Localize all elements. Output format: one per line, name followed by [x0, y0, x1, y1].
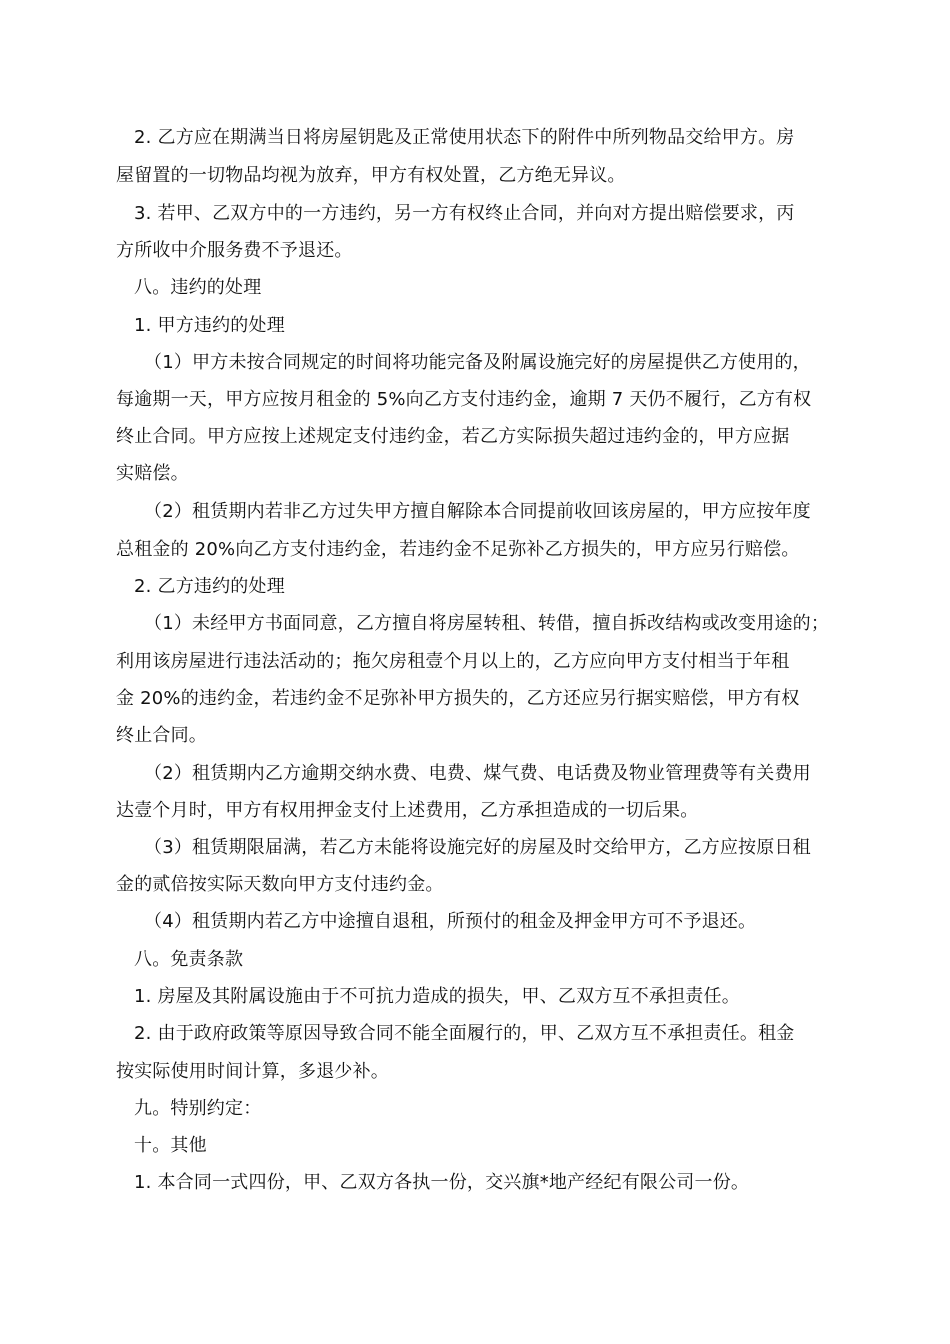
subsection-heading: 2. 乙方违约的处理: [134, 576, 285, 597]
text-line: 3. 若甲、乙双方中的一方违约，另一方有权终止合同，并向对方提出赔偿要求，丙: [134, 203, 795, 224]
text-line: 达壹个月时，甲方有权用押金支付上述费用，乙方承担造成的一切后果。: [116, 800, 699, 821]
text-line: 1. 房屋及其附属设施由于不可抗力造成的损失，甲、乙双方互不承担责任。: [134, 986, 740, 1007]
text-line: 金的贰倍按实际天数向甲方支付违约金。: [116, 874, 444, 895]
text-line: 2. 由于政府政策等原因导致合同不能全面履行的，甲、乙双方互不承担责任。租金: [134, 1023, 795, 1044]
text-line: 利用该房屋进行违法活动的；拖欠房租壹个月以上的，乙方应向甲方支付相当于年租: [116, 651, 790, 672]
section-heading: 十。其他: [134, 1135, 207, 1156]
subsection-heading: 1. 甲方违约的处理: [134, 315, 285, 336]
text-line: （3）租赁期限届满，若乙方未能将设施完好的房屋及时交给甲方，乙方应按原日租: [144, 837, 811, 858]
section-heading: 八。违约的处理: [134, 277, 262, 298]
text-line: 按实际使用时间计算，多退少补。: [116, 1061, 389, 1082]
section-heading: 八。免责条款: [134, 949, 244, 970]
text-line: 屋留置的一切物品均视为放弃，甲方有权处置，乙方绝无异议。: [116, 165, 626, 186]
text-line: （1）未经甲方书面同意，乙方擅自将房屋转租、转借，擅自拆改结构或改变用途的；: [144, 613, 830, 634]
text-line: （2）租赁期内乙方逾期交纳水费、电费、煤气费、电话费及物业管理费等有关费用: [144, 763, 811, 784]
text-line: （1）甲方未按合同规定的时间将功能完备及附属设施完好的房屋提供乙方使用的，: [144, 352, 811, 373]
text-line: 方所收中介服务费不予退还。: [116, 240, 353, 261]
text-line: 终止合同。: [116, 725, 207, 746]
section-heading: 九。特别约定：: [134, 1098, 262, 1119]
text-line: 每逾期一天，甲方应按月租金的 5%向乙方支付违约金，逾期 7 天仍不履行，乙方有权: [116, 389, 812, 410]
text-line: 1. 本合同一式四份，甲、乙双方各执一份，交兴旗*地产经纪有限公司一份。: [134, 1172, 750, 1193]
text-line: 总租金的 20%向乙方支付违约金，若违约金不足弥补乙方损失的，甲方应另行赔偿。: [116, 539, 800, 560]
text-line: （2）租赁期内若非乙方过失甲方擅自解除本合同提前收回该房屋的，甲方应按年度: [144, 501, 811, 522]
text-line: 终止合同。甲方应按上述规定支付违约金，若乙方实际损失超过违约金的，甲方应据: [116, 426, 790, 447]
text-line: 2. 乙方应在期满当日将房屋钥匙及正常使用状态下的附件中所列物品交给甲方。房: [134, 127, 795, 148]
text-line: 实赔偿。: [116, 463, 189, 484]
text-line: （4）租赁期内若乙方中途擅自退租，所预付的租金及押金甲方可不予退还。: [144, 911, 757, 932]
text-line: 金 20%的违约金，若违约金不足弥补甲方损失的，乙方还应另行据实赔偿，甲方有权: [116, 688, 800, 709]
